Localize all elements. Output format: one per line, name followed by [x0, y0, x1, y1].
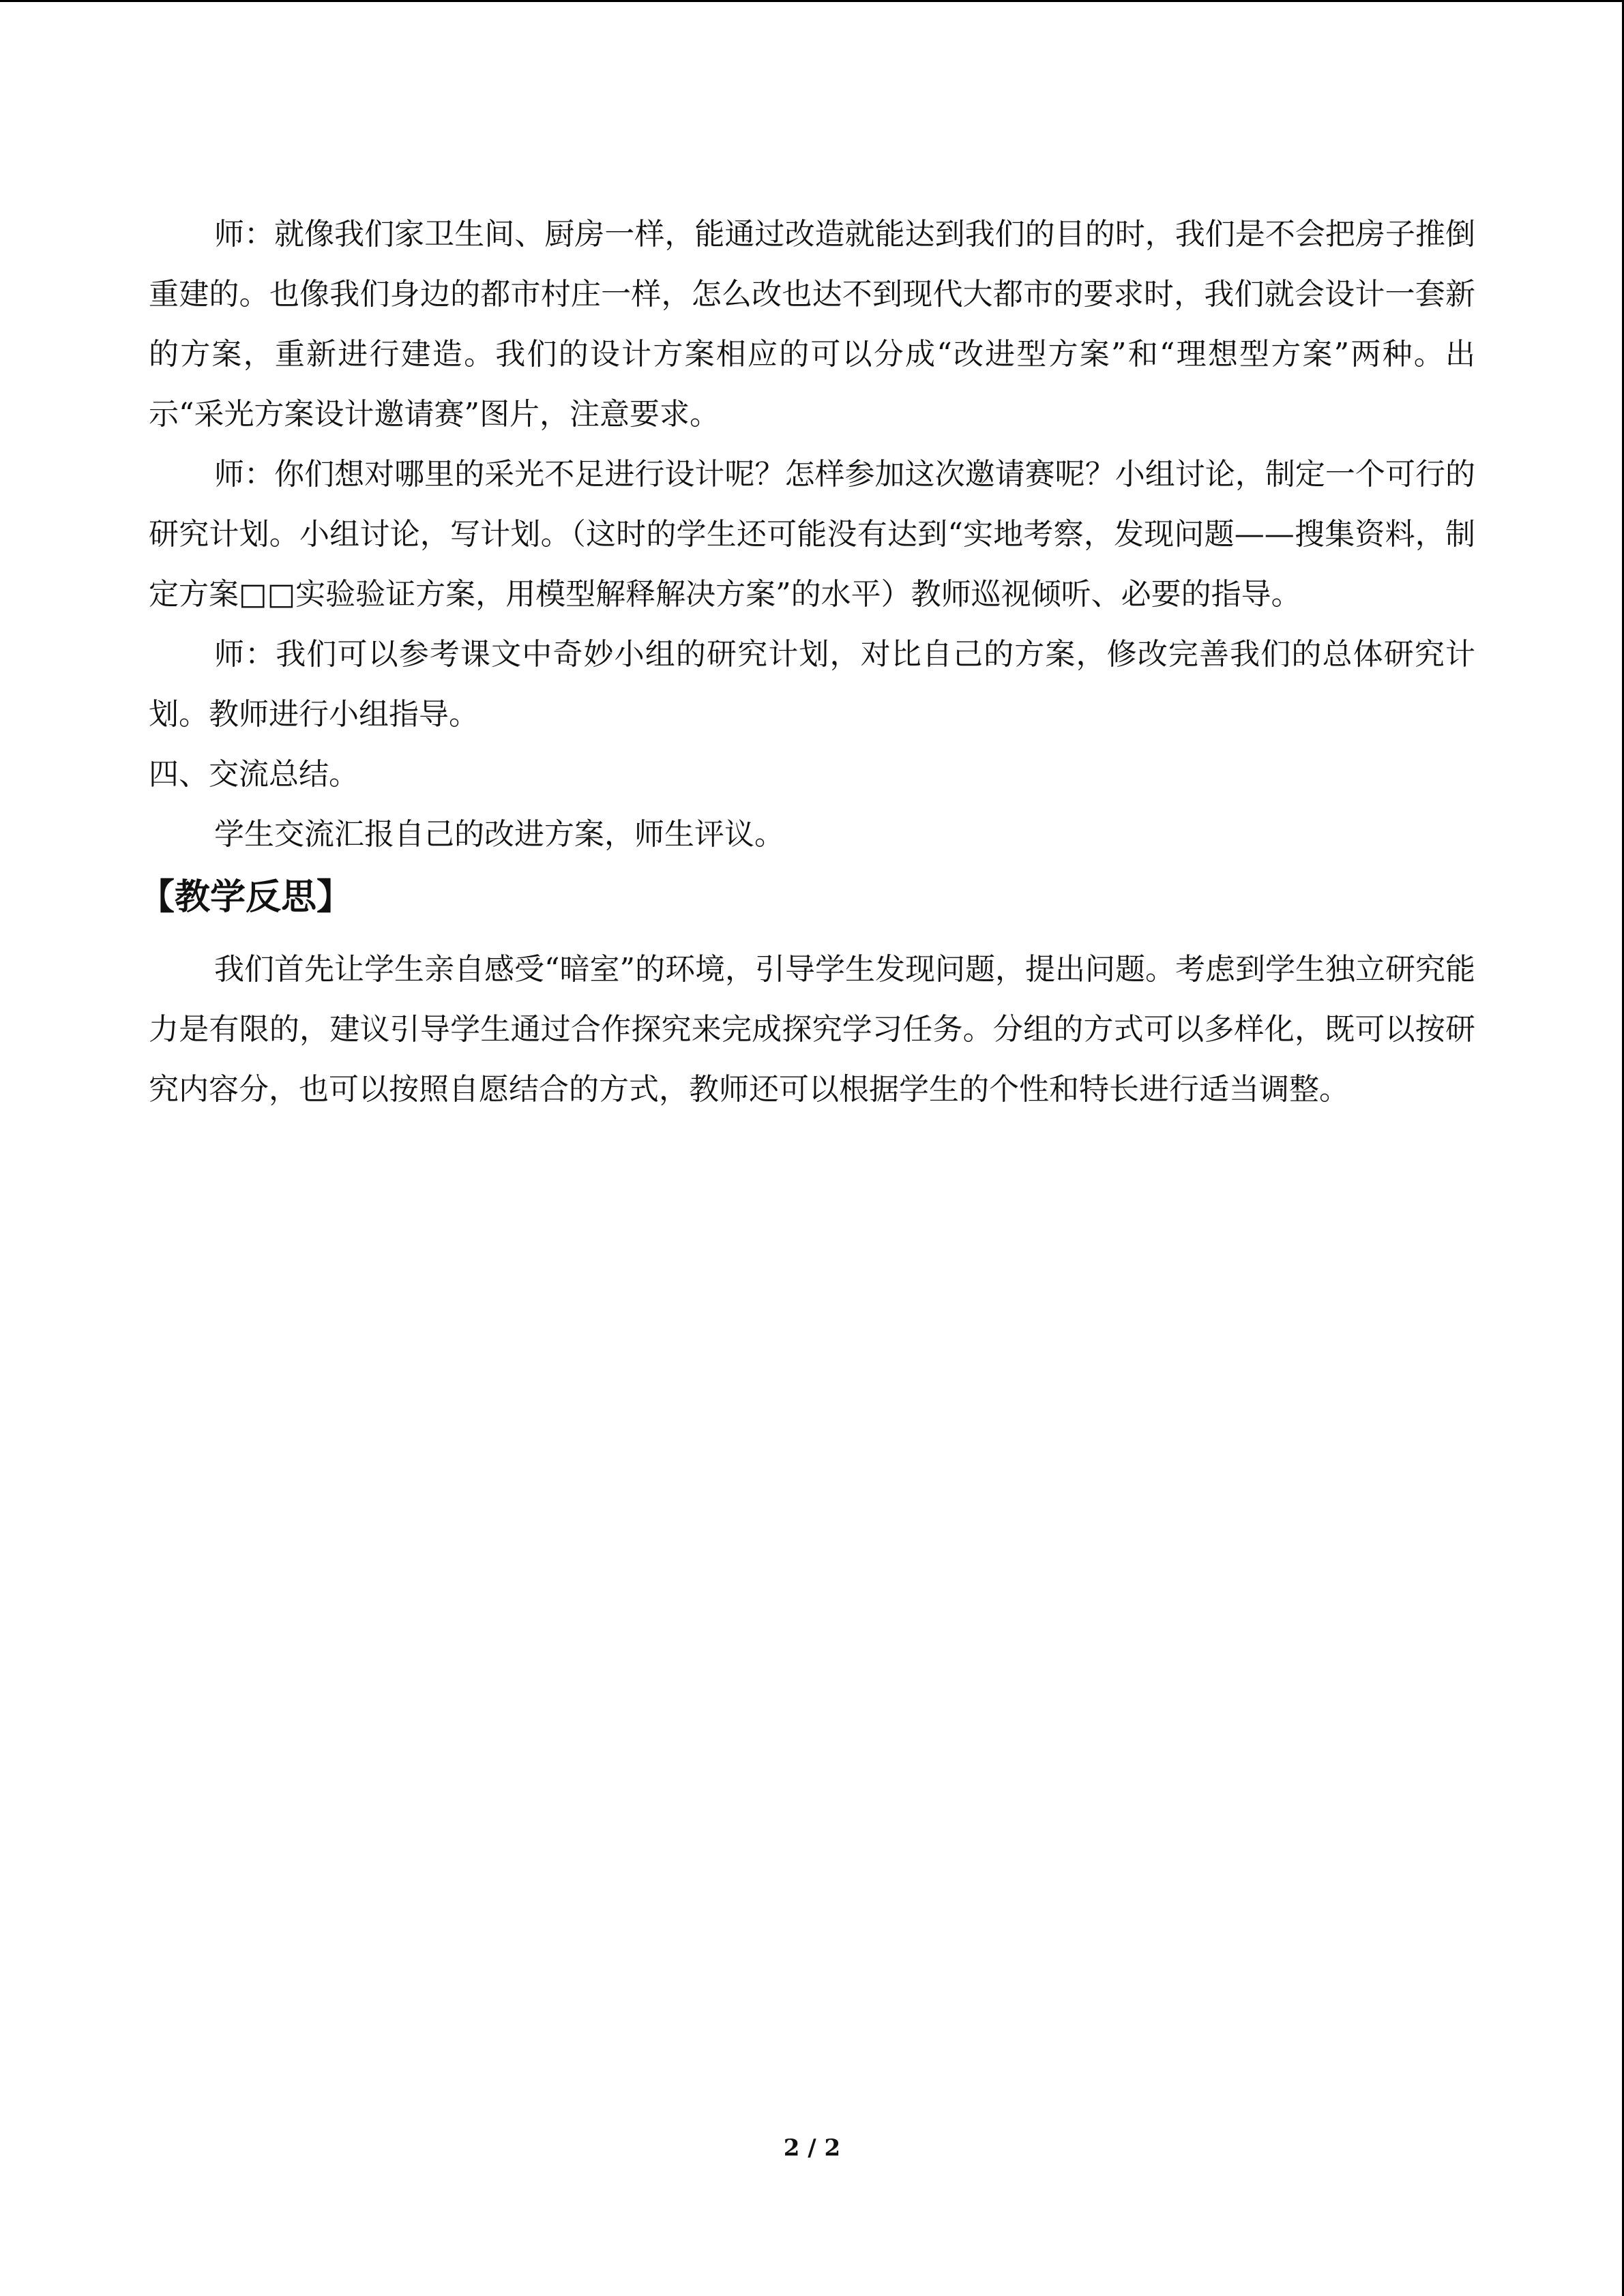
paragraph-teacher-discussion: 师：你们想对哪里的采光不足进行设计呢？怎样参加这次邀请赛呢？小组讨论，制定一个可行的研究计划。小组讨论，写计划。（这时的学生还可能没有达到“实地考察，发现问题——搜集资料，制定方案□□实验验证方案，用模型解释解决方案”的水平）教师巡视倾听、必要的指导。 [149, 457, 1475, 612]
reflection-heading: 【教学反思】 [139, 877, 353, 918]
document-body [139, 205, 1475, 1120]
paragraph-teacher-redesign: 师：就像我们家卫生间、厨房一样，能通过改造就能达到我们的目的时，我们是不会把房子推倒重建的。也像我们身边的都市村庄一样，怎么改也达不到现代大都市的要求时，我们就会设计一套新的方案，重新进行建造。我们的设计方案相应的可以分成“改进型方案”和“理想型方案”两种。出示“采光方案设计邀请赛”图片，注意要求。 [149, 217, 1475, 432]
page-top-border [0, 0, 1624, 2]
paragraph-student-report: 学生交流汇报自己的改进方案，师生评议。 [214, 817, 784, 852]
section-heading-summary: 四、交流总结。 [149, 757, 359, 792]
reflection-body: 我们首先让学生亲自感受“暗室”的环境，引导学生发现问题，提出问题。考虑到学生独立研究能力是有限的，建议引导学生通过合作探究来完成探究学习任务。分组的方式可以多样化，既可以按研究内容分，也可以按照自愿结合的方式，教师还可以根据学生的个性和特长进行适当调整。 [149, 952, 1475, 1107]
page-number: 2 / 2 [783, 2134, 841, 2162]
paragraph-teacher-plan: 师：我们可以参考课文中奇妙小组的研究计划，对比自己的方案，修改完善我们的总体研究计划。教师进行小组指导。 [149, 637, 1475, 732]
